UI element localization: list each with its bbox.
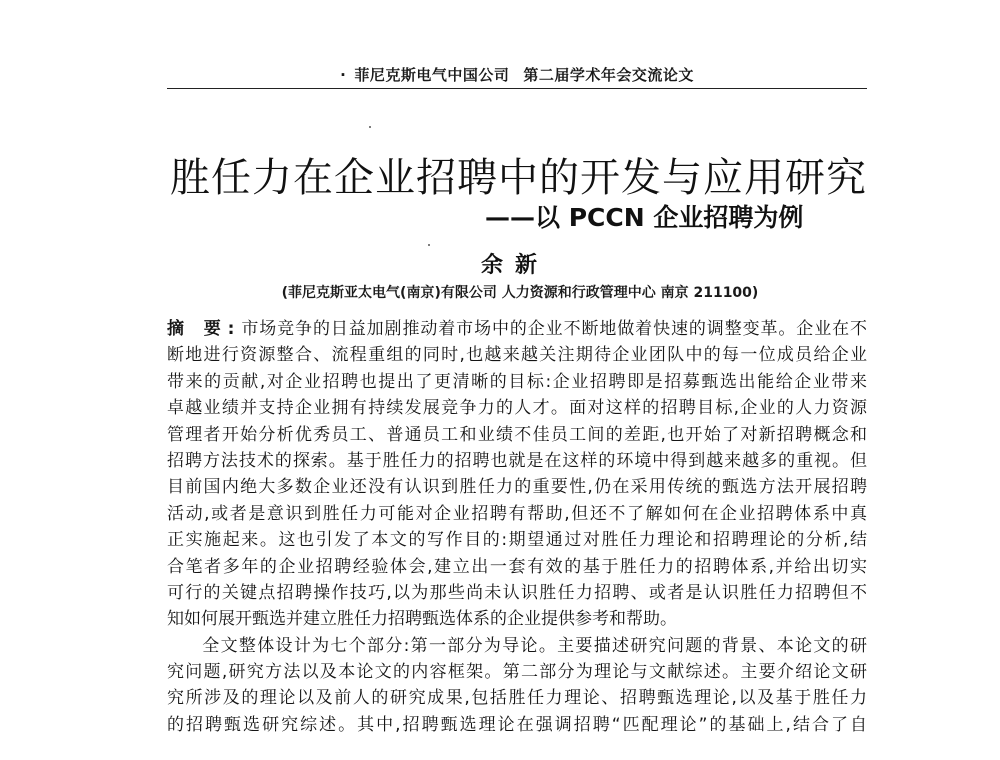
abstract-line: 可行的关键点招聘操作技巧,以为那些尚未认识胜任力招聘、或者是认识胜任力招聘但不 (167, 582, 867, 603)
header-bullet: · (340, 66, 347, 84)
abstract-line: 卓越业绩并支持企业拥有持续发展竞争力的人才。面对这样的招聘目标,企业的人力资源 (167, 398, 867, 419)
abstract-line: 正实施起来。这也引发了本文的写作目的:期望通过对胜任力理论和招聘理论的分析,结 (167, 530, 867, 551)
author-name: 余新 (480, 252, 549, 278)
abstract-line: 管理者开始分析优秀员工、普通员工和业绩不佳员工间的差距,也开始了对新招聘概念和 (167, 424, 867, 445)
structure-line: 究所涉及的理论以及前人的研究成果,包括胜任力理论、招聘甄选理论,以及基于胜任力 (167, 688, 867, 709)
abstract-line: 活动,或者是意识到胜任力可能对企业招聘有帮助,但还不了解如何在企业招聘体系中真 (167, 503, 867, 524)
structure-line: 全文整体设计为七个部分:第一部分为导论。主要描述研究问题的背景、本论文的研 (201, 635, 867, 656)
abstract-line: 断地进行资源整合、流程重组的同时,也越来越关注期待企业团队中的每一位成员给企业 (167, 345, 867, 366)
header-conference: 第二届学术年会交流论文 (523, 66, 694, 84)
structure-line: 的招聘甄选研究综述。其中,招聘甄选理论在强调招聘“匹配理论”的基础上,结合了自 (167, 714, 867, 735)
paper-body (167, 316, 867, 738)
header-company: 菲尼克斯电气中国公司 (354, 66, 510, 84)
abstract-line: 知如何展开甄选并建立胜任力招聘甄选体系的企业提供参考和帮助。 (167, 609, 677, 630)
author-affiliation: (菲尼克斯亚太电气(南京)有限公司 人力资源和行政管理中心 南京 211100) (281, 285, 759, 301)
running-header (167, 64, 867, 85)
paper-subtitle: ——以 PCCN 企业招聘为例 (485, 203, 804, 232)
structure-line: 究问题,研究方法以及本论文的内容框架。第二部分为理论与文献综述。主要介绍论文研 (167, 662, 867, 683)
paper-title: 胜任力在企业招聘中的开发与应用研究 (170, 155, 867, 201)
abstract-line: 目前国内绝大多数企业还没有认识到胜任力的重要性,仍在采用传统的甄选方法开展招聘 (167, 477, 867, 498)
abstract-label: 摘 要: (167, 319, 241, 339)
scan-speck (369, 126, 371, 128)
abstract-line: 招聘方法技术的探索。基于胜任力的招聘也就是在这样的环境中得到越来越多的重视。但 (167, 450, 867, 471)
scan-speck (428, 244, 430, 246)
abstract-line: 合笔者多年的企业招聘经验体会,建立出一套有效的基于胜任力的招聘体系,并给出切实 (167, 556, 867, 577)
abstract-line: 摘 要:市场竞争的日益加剧推动着市场中的企业不断地做着快速的调整变革。企业在不 (167, 319, 868, 339)
abstract-line: 带来的贡献,对企业招聘也提出了更清晰的目标:企业招聘即是招募甄选出能给企业带来 (167, 371, 867, 392)
header-rule (167, 88, 867, 89)
